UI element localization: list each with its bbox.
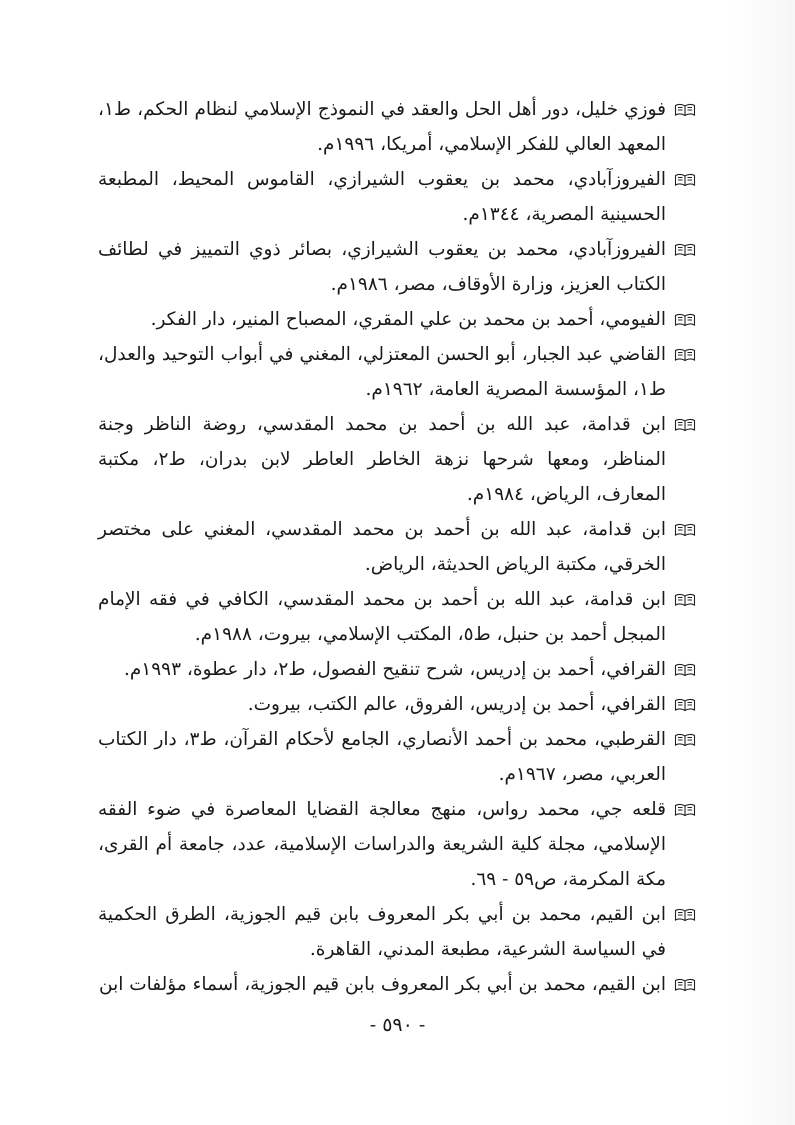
open-book-icon xyxy=(674,732,696,748)
open-book-icon xyxy=(674,697,696,713)
reference-text: قلعه جي، محمد رواس، منهج معالجة القضايا المعاصرة في ضوء الفقه الإسلامي، مجلة كلية الشريعة والدراسات الإسلامية، عدد، جامعة أم القرى، مكة المكرمة، ص٥٩ - ٦٩. xyxy=(98,799,666,890)
reference-entry xyxy=(98,792,696,897)
reference-entry xyxy=(98,302,696,337)
reference-entry xyxy=(98,967,696,1002)
open-book-icon xyxy=(674,802,696,818)
reference-text: القرطبي، محمد بن أحمد الأنصاري، الجامع لأحكام القرآن، ط٣، دار الكتاب العربي، مصر، ١٩٦٧م. xyxy=(98,729,666,785)
reference-entry xyxy=(98,92,696,162)
reference-text: ابن القيم، محمد بن أبي بكر المعروف بابن قيم الجوزية، أسماء مؤلفات ابن xyxy=(99,974,666,995)
reference-entry xyxy=(98,722,696,792)
reference-entry xyxy=(98,232,696,302)
reference-entry xyxy=(98,582,696,652)
reference-text: ابن القيم، محمد بن أبي بكر المعروف بابن قيم الجوزية، الطرق الحكمية في السياسة الشرعية، مطبعة المدني، القاهرة. xyxy=(98,904,666,960)
open-book-icon xyxy=(674,977,696,993)
reference-list xyxy=(98,92,696,1002)
reference-entry xyxy=(98,407,696,512)
open-book-icon xyxy=(674,312,696,328)
reference-text: ابن قدامة، عبد الله بن أحمد بن محمد المقدسي، روضة الناظر وجنة المناظر، ومعها شرحها نزهة الخاطر العاطر لابن بدران، ط٢، مكتبة المعارف، الرياض، ١٩٨٤م. xyxy=(98,414,666,505)
open-book-icon xyxy=(674,592,696,608)
open-book-icon xyxy=(674,522,696,538)
open-book-icon xyxy=(674,907,696,923)
open-book-icon xyxy=(674,172,696,188)
open-book-icon xyxy=(674,347,696,363)
reference-entry xyxy=(98,337,696,407)
reference-text: الفيروزآبادي، محمد بن يعقوب الشيرازي، القاموس المحيط، المطبعة الحسينية المصرية، ١٣٤٤م. xyxy=(98,169,666,225)
reference-text: القاضي عبد الجبار، أبو الحسن المعتزلي، المغني في أبواب التوحيد والعدل، ط١، المؤسسة المصرية العامة، ١٩٦٢م. xyxy=(98,344,666,400)
reference-entry xyxy=(98,512,696,582)
reference-entry xyxy=(98,687,696,722)
open-book-icon xyxy=(674,242,696,258)
open-book-icon xyxy=(674,417,696,433)
open-book-icon xyxy=(674,662,696,678)
reference-text: الفيروزآبادي، محمد بن يعقوب الشيرازي، بصائر ذوي التمييز في لطائف الكتاب العزيز، وزارة الأوقاف، مصر، ١٩٨٦م. xyxy=(98,239,666,295)
reference-text: ابن قدامة، عبد الله بن أحمد بن محمد المقدسي، المغني على مختصر الخرقي، مكتبة الرياض الحديثة، الرياض. xyxy=(98,519,666,575)
reference-entry xyxy=(98,162,696,232)
open-book-icon xyxy=(674,102,696,118)
reference-text: القرافي، أحمد بن إدريس، شرح تنقيح الفصول، ط٢، دار عطوة، ١٩٩٣م. xyxy=(123,659,666,680)
page-number: - ٥٩٠ - xyxy=(369,1014,426,1036)
reference-text: ابن قدامة، عبد الله بن أحمد بن محمد المقدسي، الكافي في فقه الإمام المبجل أحمد بن حنبل، ط٥، المكتب الإسلامي، بيروت، ١٩٨٨م. xyxy=(98,589,666,645)
reference-text: فوزي خليل، دور أهل الحل والعقد في النموذج الإسلامي لنظام الحكم، ط١، المعهد العالي للفكر الإسلامي، أمريكا، ١٩٩٦م. xyxy=(98,99,666,155)
reference-entry xyxy=(98,652,696,687)
reference-text: الفيومي، أحمد بن محمد بن علي المقري، المصباح المنير، دار الفكر. xyxy=(150,309,666,330)
reference-entry xyxy=(98,897,696,967)
reference-text: القرافي، أحمد بن إدريس، الفروق، عالم الكتب، بيروت. xyxy=(247,694,666,715)
